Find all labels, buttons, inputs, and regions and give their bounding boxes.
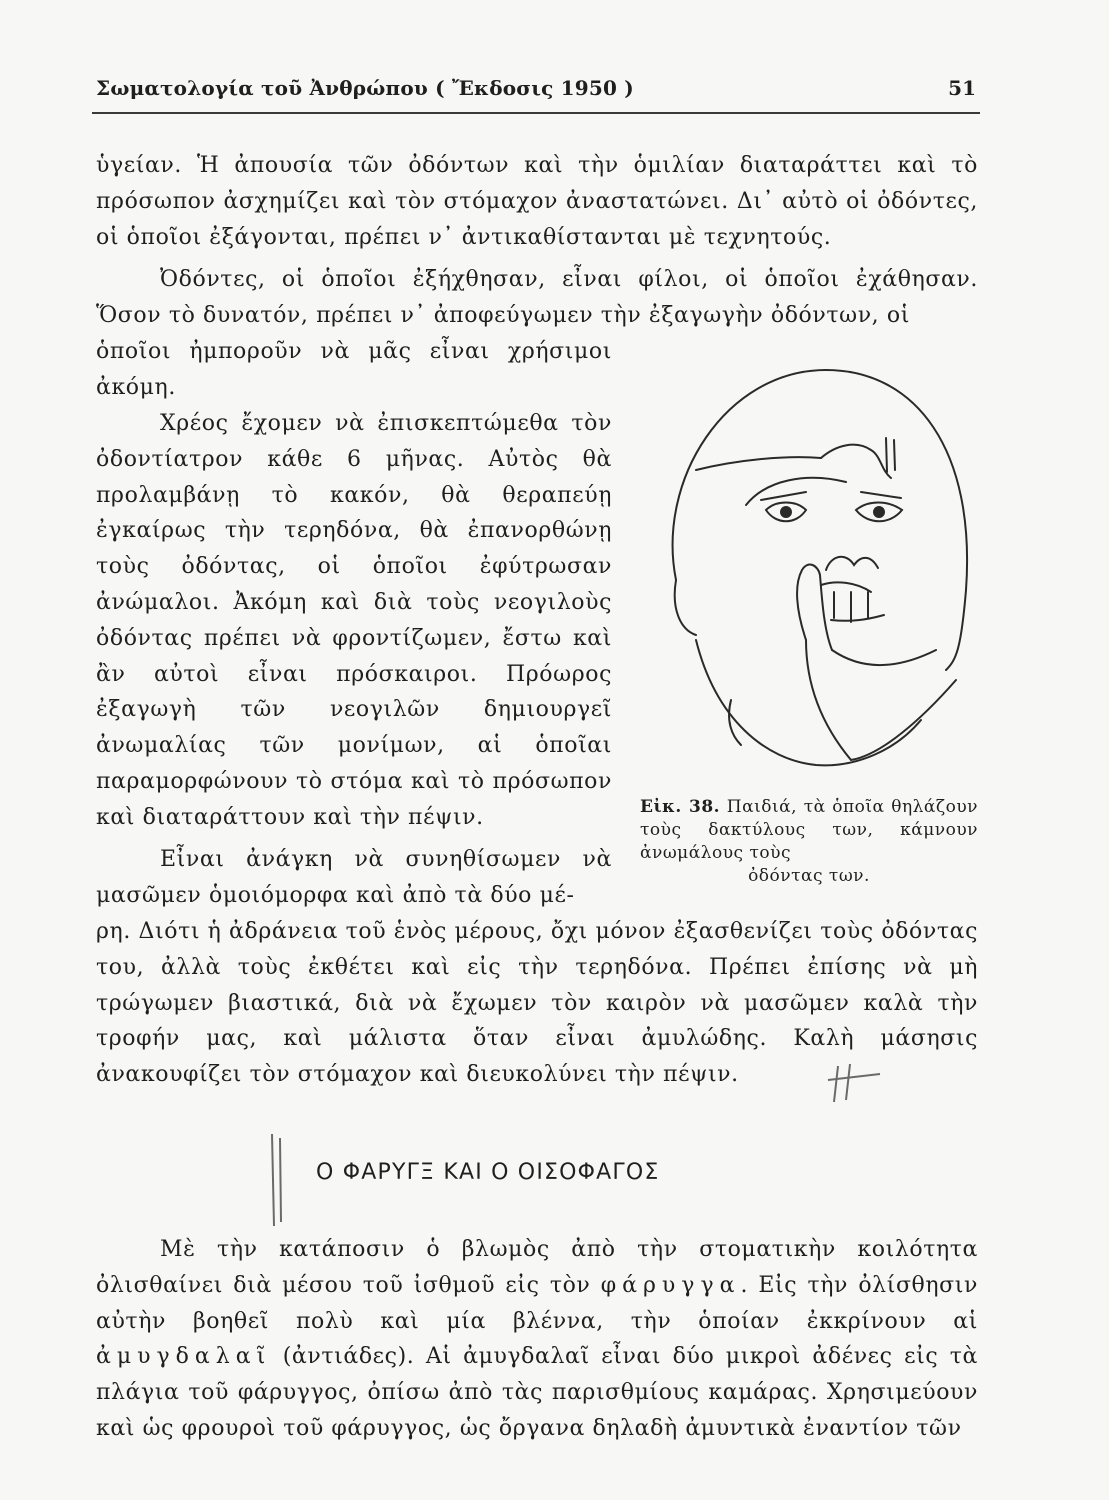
running-header bbox=[96, 74, 976, 104]
figure-caption bbox=[640, 796, 978, 888]
page-number: 51 bbox=[948, 76, 976, 100]
term-pharynx: φάρυγγα bbox=[600, 1272, 741, 1298]
pencil-bracket-icon bbox=[262, 1130, 292, 1230]
term-tonsils: ἀμυγδαλαῖ bbox=[96, 1344, 272, 1370]
pharynx-text-end: (ἀντιάδες). Αἱ ἀμυγδαλαῖ εἶναι δύο μικροὶ ἀδένες εἰς τὰ πλάγια τοῦ φάρυγγος, ὀπίσω ἀπὸ τὰς παρισθμίους καμάρας. Χρησιμεύουν καὶ ὡς φρουροὶ τοῦ φάρυγγος, ὡς ὄργανα δηλαδὴ ἀμυντικὰ ἐναντίον τῶν bbox=[96, 1344, 979, 1441]
paragraph-chewing-cont: ρη. Διότι ἡ ἀδράνεια τοῦ ἑνὸς μέρους, ὄχι μόνον ἐξασθενίζει τοὺς ὀδόντας του, ἀλλὰ τοὺς ἐκθέτει καὶ εἰς τὴν τερηδόνα. Πρέπει ἐπίσης νὰ μὴ τρώγωμεν βιαστικά, διὰ νὰ ἔχωμεν τὸν καιρὸν νὰ μασῶμεν καλὰ τὴν τροφήν μας, καὶ μάλιστα ὅταν εἶναι ἀμυλώδης. Καλὴ μάσησις ἀνακουφίζει τὸν στόμαχον καὶ διευκολύνει τὴν πέψιν. bbox=[96, 919, 978, 1088]
pharynx-text-mid: . Εἰς τὴν ὀλίσθησιν αὐτὴν βοηθεῖ πολὺ καὶ μία βλέννα, τὴν ὁποίαν ἐκκρίνουν αἱ bbox=[96, 1272, 979, 1334]
header-title: Σωματολογία τοῦ Ἀνθρώπου ( Ἔκδοσις 1950 ) bbox=[96, 76, 634, 100]
paragraph-dentist: Χρέος ἔχομεν νὰ ἐπισκεπτώμεθα τὸν ὀδοντίατρον κάθε 6 μῆνας. Αὐτὸς θὰ προλαμβάνῃ τὸ κακόν, θὰ θεραπεύῃ ἐγκαίρως τὴν τερηδόνα, θὰ ἐπανορθώνῃ τοὺς ὀδόντας, οἱ ὁποῖοι ἐφύτρωσαν ἀνώμαλοι. Ἀκόμη καὶ διὰ τοὺς νεογιλοὺς ὀδόντας πρέπει νὰ φροντίζωμεν, ἔστω καὶ ἂν αὐτοὶ εἶναι πρόσκαιροι. Πρόωρος ἐξαγωγὴ τῶν νεογιλῶν δημιουργεῖ ἀνωμαλίας τῶν μονίμων, αἱ ὁποῖαι παραμορφώνουν τὸ στόμα καὶ τὸ πρόσωπον καὶ διαταράττουν καὶ τὴν πέψιν. bbox=[96, 411, 612, 830]
figure-caption-end: ὀδόντας των. bbox=[748, 866, 870, 886]
section-heading: Ο ΦΑΡΥΓΞ ΚΑΙ Ο ΟΙΣΟΦΑΓΟΣ bbox=[316, 1160, 660, 1185]
paragraph-extracted-teeth: Ὀδόντες, οἱ ὁποῖοι ἐξήχθησαν, εἶναι φίλοι, οἱ ὁποῖοι ἐχάθησαν. Ὅσον τὸ δυνατόν, πρέπει ν᾽ ἀποφεύγωμεν τὴν ἐξαγωγὴν ὀδόντων, οἱ bbox=[96, 267, 978, 328]
paragraph-teeth-loss: ὑγείαν. Ἡ ἀπουσία τῶν ὀδόντων καὶ τὴν ὁμιλίαν διαταράττει καὶ τὸ πρόσωπον ἀσχημίζει καὶ τὸν στόμαχον ἀναστατώνει. Δι᾽ αὐτὸ οἱ ὀδόντες, οἱ ὁποῖοι ἐξάγονται, πρέπει ν᾽ ἀντικαθίστανται μὲ τεχνητούς. bbox=[96, 153, 978, 250]
paragraph-chewing: Εἶναι ἀνάγκη νὰ συνηθίσωμεν νὰ μασῶμεν ὁμοιόμορφα καὶ ἀπὸ τὰ δύο μέ- bbox=[96, 847, 612, 908]
paragraph-pharynx bbox=[96, 1232, 978, 1447]
pharynx-text-start: Μὲ τὴν κατάποσιν ὁ βλωμὸς ἀπὸ τὴν στοματικὴν κοιλότητα ὀλισθαίνει διὰ μέσου τοῦ ἰσθμοῦ εἰς τὸν bbox=[96, 1237, 978, 1298]
figure-label: Εἰκ. 38. bbox=[640, 797, 721, 817]
child-illustration bbox=[656, 360, 976, 800]
figure-caption-text: Παιδιά, τὰ ὁποῖα θηλάζουν τοὺς δακτύλους των, κάμνουν ἀνωμάλους τοὺς bbox=[640, 797, 978, 863]
paragraph-extracted-teeth-cont: ὁποῖοι ἠμποροῦν νὰ μᾶς εἶναι χρήσιμοι ἀκόμη. bbox=[96, 339, 612, 400]
header-rule bbox=[92, 112, 980, 114]
figure-child-thumb-sucking bbox=[656, 360, 976, 800]
